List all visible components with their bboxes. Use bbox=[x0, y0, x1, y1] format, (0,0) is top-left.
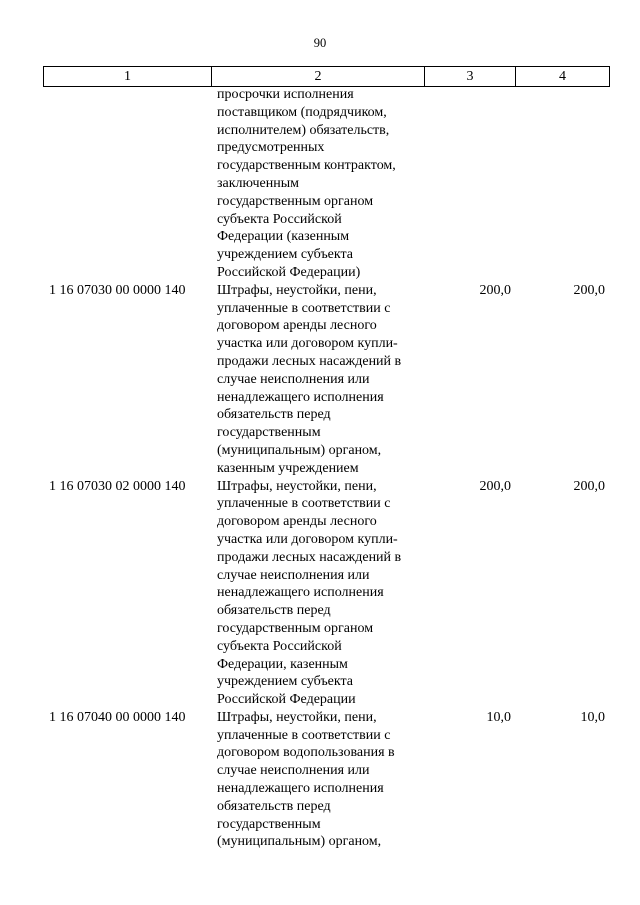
description-line: случае неисполнения или bbox=[217, 567, 370, 583]
value-col4: 200,0 bbox=[573, 282, 605, 298]
value-col3: 200,0 bbox=[479, 478, 511, 494]
description-line: поставщиком (подрядчиком, bbox=[217, 104, 387, 120]
description-line: Федерации (казенным bbox=[217, 229, 350, 245]
description-line: Штрафы, неустойки, пени, bbox=[217, 709, 377, 725]
value-col3: 200,0 bbox=[479, 282, 511, 298]
description-line: договором аренды лесного bbox=[217, 514, 377, 530]
description-line: казенным учреждением bbox=[217, 460, 359, 476]
description-line: обязательств перед bbox=[217, 603, 331, 619]
description-line: государственным контрактом, bbox=[217, 158, 396, 174]
description-line: участка или договором купли- bbox=[217, 336, 398, 352]
value-col4: 200,0 bbox=[573, 478, 605, 494]
description-line: ненадлежащего исполнения bbox=[217, 585, 384, 601]
column-header-2: 2 bbox=[212, 67, 425, 87]
column-header-4: 4 bbox=[516, 67, 610, 87]
column-header-3: 3 bbox=[425, 67, 516, 87]
page-number: 90 bbox=[313, 36, 327, 50]
table-row bbox=[43, 709, 609, 851]
table-row bbox=[43, 282, 609, 478]
description-line: (муниципальным) органом, bbox=[217, 442, 382, 458]
description-line: государственным bbox=[217, 816, 321, 832]
description-line: уплаченные в соответствии с bbox=[217, 300, 391, 316]
description-line: участка или договором купли- bbox=[217, 531, 398, 547]
description-line: договором водопользования в bbox=[217, 745, 395, 761]
description-line: учреждением субъекта bbox=[217, 674, 354, 690]
budget-code: 1 16 07040 00 0000 140 bbox=[49, 709, 186, 725]
table-row bbox=[43, 478, 609, 709]
description-line: субъекта Российской bbox=[217, 638, 342, 654]
description-line: Штрафы, неустойки, пени, bbox=[217, 282, 377, 298]
continuation-row bbox=[43, 86, 609, 282]
budget-code: 1 16 07030 00 0000 140 bbox=[49, 282, 186, 298]
description-line: предусмотренных bbox=[217, 140, 325, 156]
value-col3: 10,0 bbox=[486, 709, 511, 725]
description-line: государственным органом bbox=[217, 193, 374, 209]
column-header-1: 1 bbox=[44, 67, 212, 87]
description-line: договором аренды лесного bbox=[217, 318, 377, 334]
description-line: случае неисполнения или bbox=[217, 371, 370, 387]
description-line: уплаченные в соответствии с bbox=[217, 727, 391, 743]
description-line: ненадлежащего исполнения bbox=[217, 781, 384, 797]
row-description bbox=[217, 478, 427, 709]
description-line: (муниципальным) органом, bbox=[217, 834, 382, 850]
description-line: заключенным bbox=[217, 175, 299, 191]
description-line: государственным органом bbox=[217, 620, 374, 636]
description-line: Штрафы, неустойки, пени, bbox=[217, 478, 377, 494]
row-description bbox=[217, 282, 427, 478]
description-line: продажи лесных насаждений в bbox=[217, 549, 402, 565]
value-col4: 10,0 bbox=[580, 709, 605, 725]
continuation-description bbox=[217, 86, 427, 282]
column-header-row bbox=[44, 67, 610, 87]
description-line: уплаченные в соответствии с bbox=[217, 496, 391, 512]
description-line: исполнителем) обязательств, bbox=[217, 122, 390, 138]
column-header-table bbox=[43, 66, 610, 87]
description-line: учреждением субъекта bbox=[217, 247, 354, 263]
description-line: обязательств перед bbox=[217, 407, 331, 423]
description-line: Российской Федерации bbox=[217, 692, 356, 708]
description-line: случае неисполнения или bbox=[217, 763, 370, 779]
description-line: просрочки исполнения bbox=[217, 87, 354, 102]
description-line: Федерации, казенным bbox=[217, 656, 348, 672]
description-line: Российской Федерации) bbox=[217, 264, 361, 280]
row-description bbox=[217, 709, 427, 851]
description-line: продажи лесных насаждений в bbox=[217, 353, 402, 369]
description-line: ненадлежащего исполнения bbox=[217, 389, 384, 405]
description-line: субъекта Российской bbox=[217, 211, 342, 227]
table-body bbox=[43, 86, 609, 851]
description-line: государственным bbox=[217, 425, 321, 441]
budget-code: 1 16 07030 02 0000 140 bbox=[49, 478, 186, 494]
description-line: обязательств перед bbox=[217, 798, 331, 814]
